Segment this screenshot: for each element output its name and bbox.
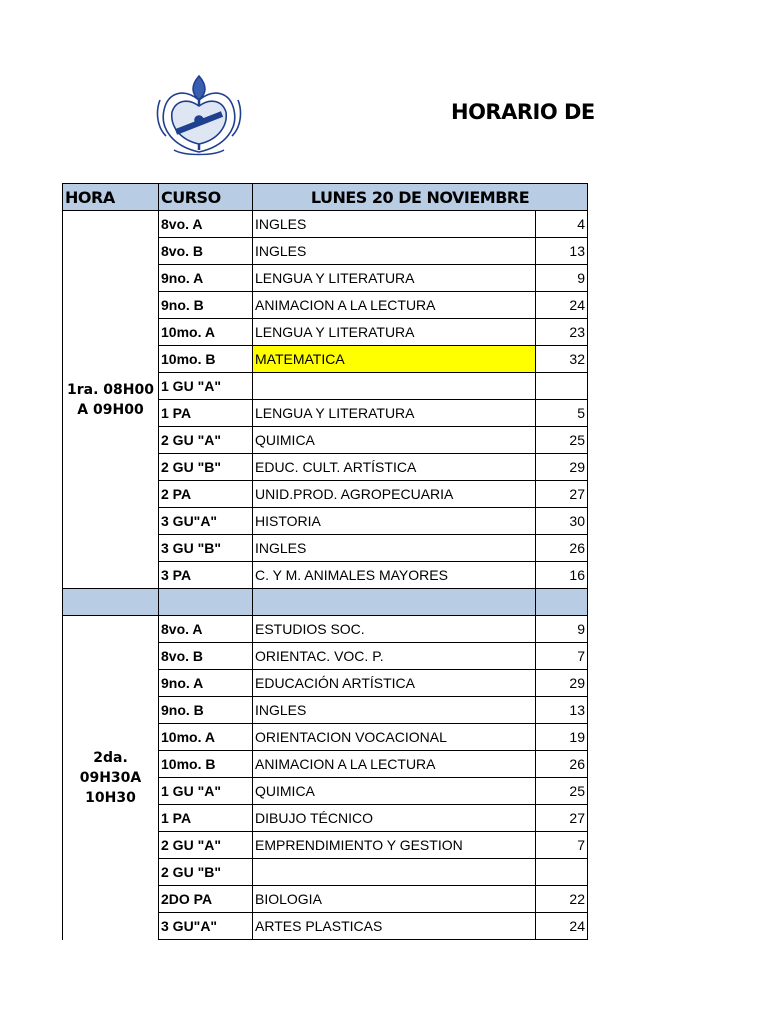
course-cell: 2 PA [159,481,253,508]
page-title: HORARIO DE [451,100,595,124]
course-cell: 2DO PA [159,886,253,913]
subject-cell: MATEMATICA [253,346,536,373]
subject-cell: EDUCACIÓN ARTÍSTICA [253,670,536,697]
subject-cell [253,859,536,886]
subject-cell: ANIMACION A LA LECTURA [253,292,536,319]
subject-cell: INGLES [253,211,536,238]
count-cell: 4 [536,211,588,238]
course-cell: 2 GU "A" [159,832,253,859]
column-header-hora: HORA [63,184,159,211]
course-cell: 3 GU "B" [159,535,253,562]
course-cell: 2 GU "B" [159,859,253,886]
course-cell: 8vo. B [159,238,253,265]
separator-cell [253,589,536,616]
count-cell: 23 [536,319,588,346]
course-cell: 8vo. B [159,643,253,670]
course-cell: 10mo. A [159,319,253,346]
subject-cell: QUIMICA [253,427,536,454]
count-cell: 22 [536,886,588,913]
course-cell: 1 PA [159,400,253,427]
subject-cell: ESTUDIOS SOC. [253,616,536,643]
count-cell: 25 [536,427,588,454]
separator-cell [63,589,159,616]
count-cell: 29 [536,454,588,481]
subject-cell: C. Y M. ANIMALES MAYORES [253,562,536,589]
table-row [63,211,588,238]
subject-cell: UNID.PROD. AGROPECUARIA [253,481,536,508]
subject-cell: QUIMICA [253,778,536,805]
count-cell: 19 [536,724,588,751]
course-cell: 9no. B [159,697,253,724]
subject-cell: HISTORIA [253,508,536,535]
subject-cell: LENGUA Y LITERATURA [253,400,536,427]
subject-cell: LENGUA Y LITERATURA [253,265,536,292]
count-cell [536,859,588,886]
count-cell: 27 [536,805,588,832]
subject-cell: ARTES PLASTICAS [253,913,536,940]
count-cell: 30 [536,508,588,535]
count-cell [536,373,588,400]
course-cell: 10mo. B [159,751,253,778]
separator-row [63,589,588,616]
count-cell: 7 [536,643,588,670]
count-cell: 7 [536,832,588,859]
course-cell: 9no. A [159,670,253,697]
course-cell: 3 GU"A" [159,913,253,940]
count-cell: 32 [536,346,588,373]
schedule-table [62,183,588,940]
course-cell: 9no. B [159,292,253,319]
course-cell: 8vo. A [159,211,253,238]
school-crest-logo [154,70,244,158]
column-header-day: LUNES 20 DE NOVIEMBRE [253,184,588,211]
course-cell: 1 PA [159,805,253,832]
subject-cell: INGLES [253,238,536,265]
course-cell: 1 GU "A" [159,373,253,400]
subject-cell: BIOLOGIA [253,886,536,913]
table-header-row [63,184,588,211]
subject-cell: ORIENTAC. VOC. P. [253,643,536,670]
subject-cell: EDUC. CULT. ARTÍSTICA [253,454,536,481]
subject-cell: ORIENTACION VOCACIONAL [253,724,536,751]
count-cell: 13 [536,238,588,265]
course-cell: 3 PA [159,562,253,589]
count-cell: 24 [536,292,588,319]
subject-cell: DIBUJO TÉCNICO [253,805,536,832]
count-cell: 13 [536,697,588,724]
course-cell: 10mo. A [159,724,253,751]
subject-cell: INGLES [253,697,536,724]
subject-cell: ANIMACION A LA LECTURA [253,751,536,778]
subject-cell: LENGUA Y LITERATURA [253,319,536,346]
separator-cell [159,589,253,616]
count-cell: 26 [536,751,588,778]
hour-cell: 2da. 09H30A 10H30 [63,616,159,940]
separator-cell [536,589,588,616]
count-cell: 27 [536,481,588,508]
count-cell: 9 [536,616,588,643]
table-row [63,616,588,643]
hour-cell: 1ra. 08H00 A 09H00 [63,211,159,589]
count-cell: 24 [536,913,588,940]
count-cell: 25 [536,778,588,805]
count-cell: 16 [536,562,588,589]
course-cell: 3 GU"A" [159,508,253,535]
count-cell: 26 [536,535,588,562]
column-header-curso: CURSO [159,184,253,211]
course-cell: 8vo. A [159,616,253,643]
subject-cell: INGLES [253,535,536,562]
subject-cell: EMPRENDIMIENTO Y GESTION [253,832,536,859]
subject-cell [253,373,536,400]
count-cell: 29 [536,670,588,697]
course-cell: 2 GU "B" [159,454,253,481]
course-cell: 2 GU "A" [159,427,253,454]
course-cell: 9no. A [159,265,253,292]
course-cell: 10mo. B [159,346,253,373]
count-cell: 9 [536,265,588,292]
course-cell: 1 GU "A" [159,778,253,805]
count-cell: 5 [536,400,588,427]
